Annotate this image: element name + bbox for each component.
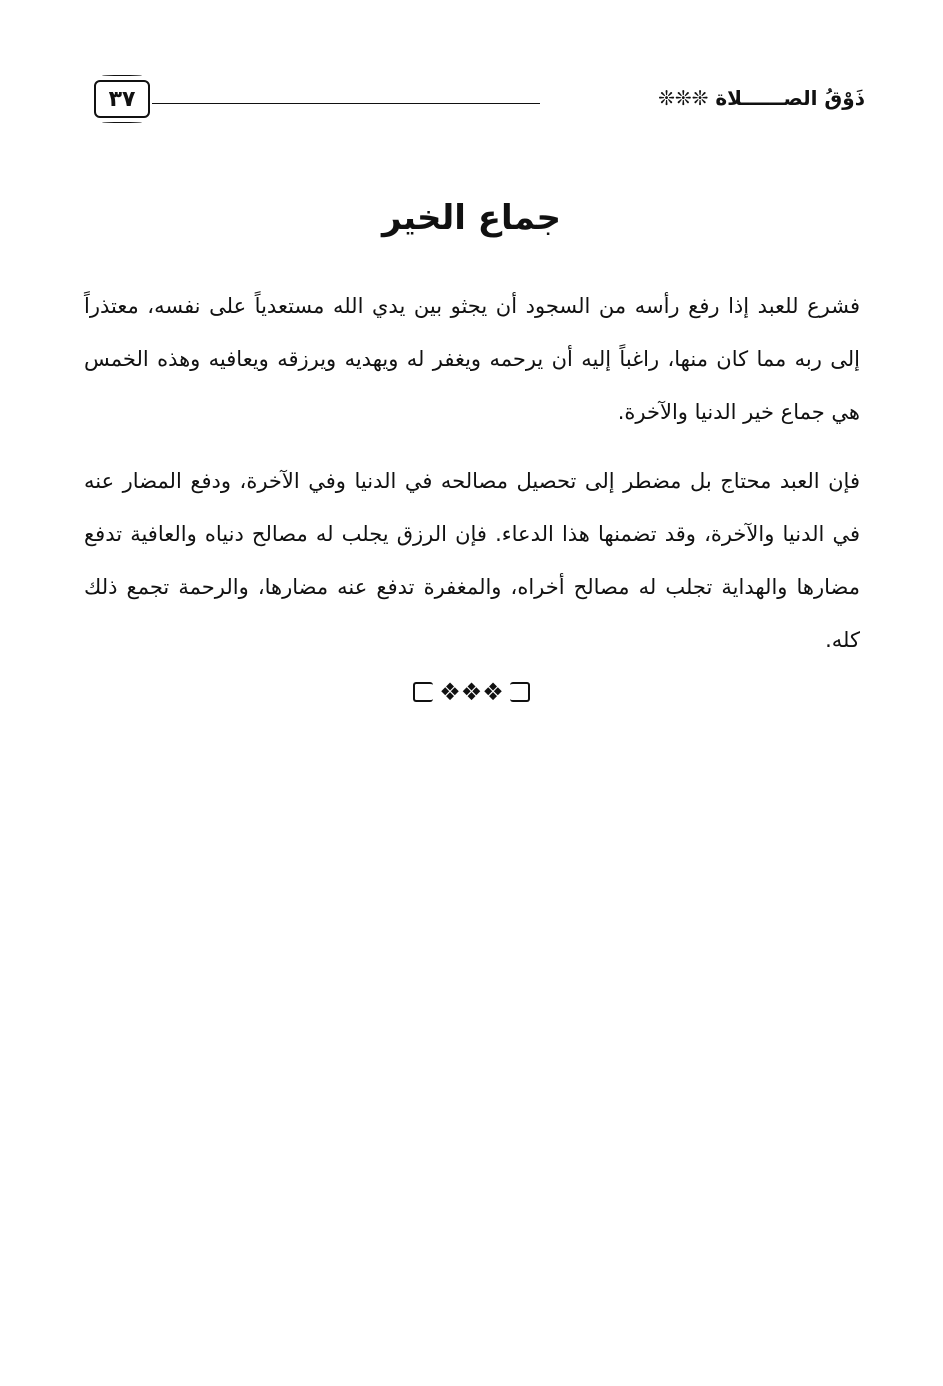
paragraph-2: فإن العبد محتاج بل مضطر إلى تحصيل مصالحه في الدنيا وفي الآخرة، ودفع المضار عنه في الدنيا والآخرة، وقد تضمنها هذا الدعاء. فإن الرزق يجلب له مصالح دنياه والعافية تدفع مضارها والهداية تجلب له مصالح أخراه، والمغفرة تدفع عنه مضارها، والرحمة تجمع ذلك كله. — [84, 469, 860, 652]
page-header — [90, 78, 865, 124]
section-end-ornament — [0, 680, 943, 704]
header-rule — [152, 103, 540, 104]
ornament-diamonds-icon: ❖❖❖ — [439, 678, 504, 706]
ornament-left-bracket-icon — [413, 682, 433, 702]
ornament-right-bracket-icon — [510, 682, 530, 702]
chapter-title: جماع الخير — [381, 198, 562, 238]
running-title: ذَوْقُ الصــــــلاة ❊❊❊ — [658, 86, 865, 110]
page-number: ٣٧ — [94, 80, 150, 118]
paragraph-1: فشرع للعبد إذا رفع رأسه من السجود أن يجثو بين يدي الله مستعدياً على نفسه، معتذراً إلى ربه مما كان منها، راغباً إليه أن يرحمه ويغفر له ويهديه ويرزقه ويعافيه وهذه الخمس هي جماع خير الدنيا والآخرة. — [84, 294, 860, 424]
